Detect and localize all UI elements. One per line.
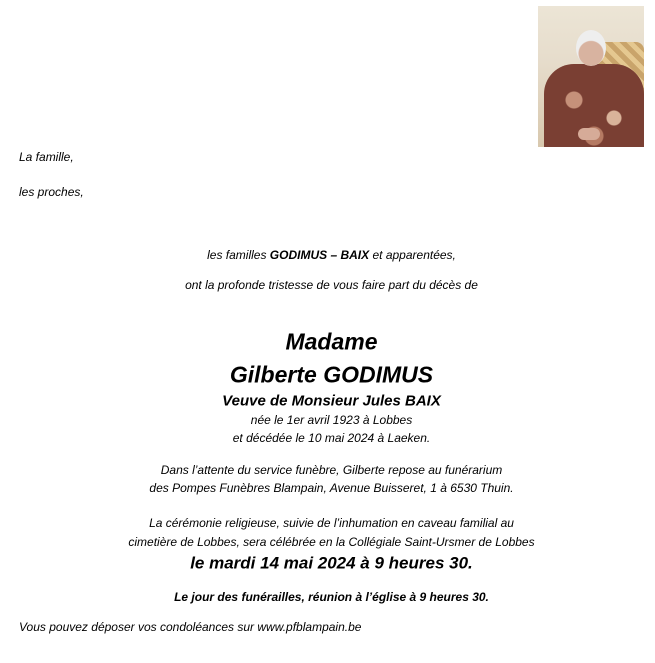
condolences-link[interactable]: www.pfblampain.be <box>257 620 362 634</box>
families-names: GODIMUS – BAIX <box>269 248 370 262</box>
families-suffix: et apparentées, <box>369 248 456 262</box>
condolences-text: Vous pouvez déposer vos condoléances sur <box>19 620 258 634</box>
deceased-title: Madame <box>285 328 378 355</box>
funerarium-line-1: Dans l’attente du service funèbre, Gilberte repose au funérarium <box>160 463 503 477</box>
intro-relatives: les proches, <box>19 185 84 199</box>
intro-family: La famille, <box>19 150 74 164</box>
death-info: et décédée le 10 mai 2024 à Laeken. <box>232 431 431 445</box>
deceased-name: Gilberte GODIMUS <box>229 361 434 388</box>
photo-hand <box>578 128 600 140</box>
families-prefix: les familles <box>207 248 270 262</box>
condolences-line <box>19 621 361 633</box>
funerarium-line-2: des Pompes Funèbres Blampain, Avenue Buisseret, 1 à 6530 Thuin. <box>149 481 514 495</box>
ceremony-line-2: cimetière de Lobbes, sera célébrée en la Collégiale Saint-Ursmer de Lobbes <box>128 535 535 549</box>
meeting-info: Le jour des funérailles, réunion à l’église à 9 heures 30. <box>174 590 489 604</box>
widow-of: Veuve de Monsieur Jules BAIX <box>222 392 441 410</box>
announcement: ont la profonde tristesse de vous faire part du décès de <box>185 278 478 292</box>
families-line <box>0 249 655 261</box>
birth-info: née le 1er avril 1923 à Lobbes <box>250 413 413 427</box>
ceremony-date: le mardi 14 mai 2024 à 9 heures 30. <box>190 553 473 573</box>
ceremony-line-1: La cérémonie religieuse, suivie de l’inhumation en caveau familial au <box>149 516 514 530</box>
portrait-photo <box>538 6 644 147</box>
photo-head <box>576 30 606 66</box>
